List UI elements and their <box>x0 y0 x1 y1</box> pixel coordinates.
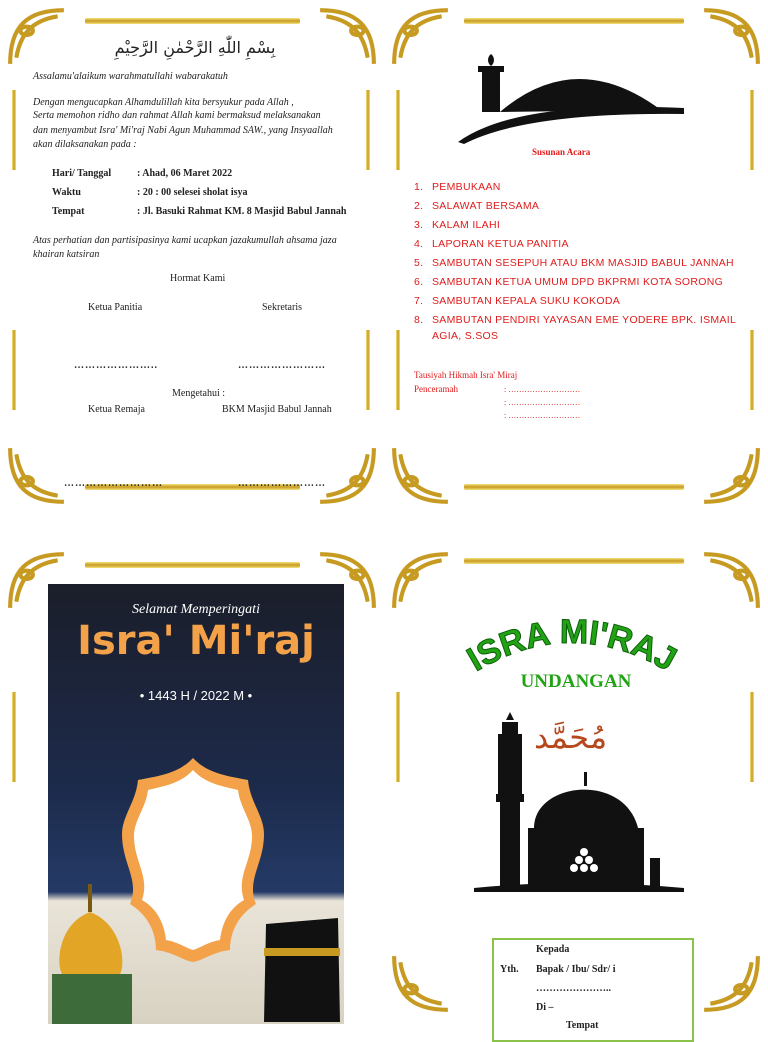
ornament-corner-icon <box>700 952 762 1014</box>
gold-border-bottom <box>464 484 684 490</box>
dotted-line: : ……………………… <box>504 411 581 420</box>
poster-subtitle: Selamat Memperingati <box>132 602 260 617</box>
muhammad-calligraphy: مُحَمَّد <box>534 718 608 756</box>
gold-border-left <box>12 692 16 782</box>
date-label: Hari/ Tanggal <box>52 168 112 179</box>
list-item: 3. KALAM ILAHI <box>414 219 501 231</box>
gold-border-right <box>750 90 754 170</box>
gold-border-top <box>464 18 684 24</box>
poster-panel <box>0 512 384 1024</box>
list-item: 5. SAMBUTAN SESEPUH ATAU BKM MASJID BABUL JANNAH <box>414 257 734 269</box>
svg-text:ISRA MI'RAJ: ISRA MI'RAJ <box>460 612 683 679</box>
gold-border-left-2 <box>396 330 400 410</box>
opening-line-3: dan menyambut Isra' Mi'raj Nabi Agun Muhammad SAW., yang Insyaallah <box>33 125 333 136</box>
ornament-corner-icon <box>316 444 378 506</box>
list-item: 8. SAMBUTAN PENDIRI YAYASAN EME YODERE BPK. ISMAIL <box>414 314 737 326</box>
closing-line-1: Atas perhatian dan partisipasinya kami ucapkan jazakumullah ahsama jaza <box>33 235 337 246</box>
ornament-corner-icon <box>6 6 68 68</box>
ornament-corner-icon <box>390 952 452 1014</box>
list-item: 7. SAMBUTAN KEPALA SUKU KOKODA <box>414 295 621 307</box>
gold-border-right <box>750 692 754 782</box>
recipient-box <box>492 938 694 1042</box>
opening-line-4: akan dilaksanakan pada : <box>33 139 137 150</box>
ornament-corner-icon <box>390 6 452 68</box>
gold-border-left <box>396 692 400 782</box>
program-list <box>414 181 736 349</box>
bkm-label: BKM Masjid Babul Jannah <box>222 404 332 415</box>
poster-year: • 1443 H / 2022 M • <box>139 688 253 703</box>
list-item: 6. SAMBUTAN KETUA UMUM DPD BKPRMI KOTA SORONG <box>414 276 724 288</box>
kepada-label: Kepada <box>536 944 570 955</box>
mosque-silhouette-icon <box>456 52 686 144</box>
list-item: 4. LAPORAN KETUA PANITIA <box>414 238 569 250</box>
signature-line: ……………………… <box>64 478 163 489</box>
tempat-label: Tempat <box>566 1020 599 1031</box>
ketua-panitia-label: Ketua Panitia <box>88 302 143 313</box>
list-item-continued: AGIA, S.SOS <box>432 330 499 342</box>
gold-border-top <box>85 562 300 568</box>
ornament-corner-icon <box>700 6 762 68</box>
bismillah-calligraphy: بِسْمِ اللّٰهِ الرَّحْمٰنِ الرَّحِيْمِ <box>114 38 276 57</box>
poster-image <box>48 584 344 1024</box>
poster-title: Isra' Mi'raj <box>77 618 315 664</box>
di-label: Di – <box>536 1002 554 1013</box>
gold-border-left-2 <box>12 330 16 410</box>
recipient-name-line: ………………….. <box>536 983 611 994</box>
ornament-corner-icon <box>390 550 452 612</box>
date-value: : Ahad, 06 Maret 2022 <box>137 168 233 179</box>
gold-border-right-2 <box>366 330 370 410</box>
photo-frame-icon <box>118 754 268 964</box>
yth-label: Yth. <box>500 964 519 975</box>
ornament-corner-icon <box>6 444 68 506</box>
time-value: : 20 : 00 selesei sholat isya <box>137 187 248 198</box>
place-label: Tempat <box>52 206 85 217</box>
gold-border-top <box>464 558 684 564</box>
time-label: Waktu <box>52 187 81 198</box>
gold-border-right-2 <box>750 330 754 410</box>
ornament-corner-icon <box>700 444 762 506</box>
signature-line: …………………… <box>238 478 326 489</box>
tausiyah-label: Tausiyah Hikmah Isra' Miraj <box>414 370 518 380</box>
list-item: 2. SALAWAT BERSAMA <box>414 200 540 212</box>
hormat-kami: Hormat Kami <box>170 273 226 284</box>
program-schedule-panel <box>384 0 768 512</box>
ornament-corner-icon <box>316 6 378 68</box>
sekretaris-label: Sekretaris <box>262 302 302 313</box>
signature-line: ………………….. <box>74 360 158 371</box>
opening-line-1: Dengan mengucapkan Alhamdulillah kita bersyukur pada Allah , <box>33 97 294 108</box>
dotted-line: : ……………………… <box>504 385 581 394</box>
place-value: : Jl. Basuki Rahmat KM. 8 Masjid Babul Jannah <box>137 206 347 217</box>
penceramah-label: Penceramah <box>414 384 458 394</box>
opening-line-2: Serta memohon ridho dan rahmat Allah kami bermaksud melaksanakan <box>33 110 321 121</box>
gold-border-top <box>85 18 300 24</box>
ketua-remaja-label: Ketua Remaja <box>88 404 145 415</box>
dotted-line: : ……………………… <box>504 398 581 407</box>
list-item: 1. PEMBUKAAN <box>414 181 501 193</box>
gold-border-left <box>12 90 16 170</box>
ornament-corner-icon <box>390 444 452 506</box>
closing-line-2: khairan katsiran <box>33 249 100 260</box>
cover-panel <box>384 512 768 1031</box>
signature-line: …………………… <box>238 360 326 371</box>
recipient-title: Bapak / Ibu/ Sdr/ i <box>536 964 616 975</box>
mengetahui-label: Mengetahui : <box>172 388 226 399</box>
gold-border-right <box>366 90 370 170</box>
kaaba-icon <box>260 914 344 1024</box>
invitation-letter-panel <box>0 0 384 512</box>
gold-border-left <box>396 90 400 170</box>
susunan-acara-title: Susunan Acara <box>532 147 591 157</box>
ornament-corner-icon <box>700 550 762 612</box>
undangan-title: UNDANGAN <box>520 671 632 692</box>
golden-dome-icon <box>48 884 138 1024</box>
salam-text: Assalamu'alaikum warahmatullahi wabarakatuh <box>33 71 228 82</box>
